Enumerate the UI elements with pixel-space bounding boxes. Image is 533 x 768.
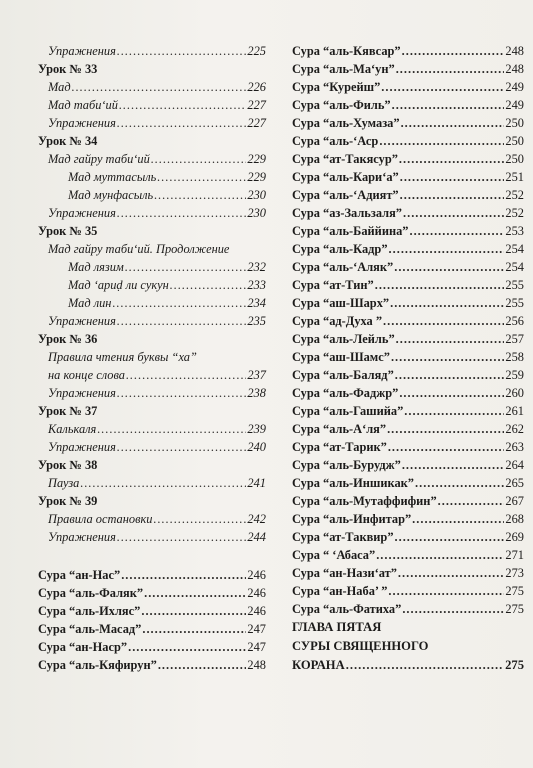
entry-title: Мад гайру таби‘ий [48,152,150,166]
dot-leader [125,258,247,276]
dot-leader [346,656,504,675]
entry-title: Урок № 34 [38,134,98,148]
entry-title: на конце слова [48,368,125,382]
entry-title: Упражнения [48,530,116,544]
entry-title: Упражнения [48,116,116,130]
entry-title: Сура “аль-Кяфирун” [38,658,157,672]
page-number: 230 [247,188,266,202]
sura-entry [292,312,524,330]
page-number: 254 [505,242,524,256]
sura-entry [292,186,524,204]
entry-title: Сура “ад-Духа ” [292,314,383,328]
page-number: 256 [505,314,524,328]
sura-entry [292,384,524,402]
lesson-heading [38,402,266,420]
page-number: 229 [247,152,266,166]
dot-leader [412,510,504,528]
page-number: 260 [505,386,524,400]
entry-title: Правила остановки [48,512,153,526]
page-number: 269 [505,530,524,544]
toc-entry [38,204,266,222]
entry-title: Сура “аль-Мутаффифин” [292,494,437,508]
sura-entry [38,566,266,584]
dot-leader [117,528,247,546]
entry-title: Сура “ан-Наср” [38,640,128,654]
dot-leader [400,168,505,186]
sura-entry [292,168,524,186]
page-number: 230 [247,206,266,220]
sura-entry [292,600,524,618]
toc-entry [38,384,266,402]
sura-entry [292,294,524,312]
toc-entry [38,474,266,492]
entry-title: Упражнения [48,206,116,220]
entry-title: Сура “аш-Шамс” [292,350,390,364]
page-number: 238 [247,386,266,400]
entry-title: Упражнения [48,44,116,58]
page-number: 273 [505,566,524,580]
page-number: 233 [247,278,266,292]
sura-entry [292,348,524,366]
entry-title: Урок № 39 [38,494,98,508]
page-number: 240 [247,440,266,454]
dot-leader [409,222,504,240]
entry-title: Калькаля [48,422,97,436]
sura-entry [38,602,266,620]
dot-leader [158,656,247,674]
sura-entry [292,240,524,258]
entry-title: Пауза [48,476,80,490]
entry-title: СУРЫ СВЯЩЕННОГО [292,639,429,653]
dot-leader [170,276,247,294]
entry-title: Упражнения [48,440,116,454]
dot-leader [391,348,504,366]
dot-leader [403,204,504,222]
entry-title: Сура “аль-Инфитар” [292,512,412,526]
dot-leader [388,582,504,600]
page-number: 246 [247,604,266,618]
dot-leader [395,528,505,546]
dot-leader [396,330,505,348]
dot-leader [121,566,246,584]
dot-leader [404,402,504,420]
entry-title: Сура “аль-Баляд” [292,368,394,382]
entry-title: Сура “аль-Кадр” [292,242,388,256]
entry-title: Сура “Курейш” [292,80,381,94]
lesson-heading [38,492,266,510]
entry-title: Урок № 38 [38,458,98,472]
sura-entry [292,132,524,150]
page-number: 239 [247,422,266,436]
toc-entry [38,276,266,294]
page-number: 251 [505,170,524,184]
entry-title: Сура “аль-Ма‘ун” [292,62,395,76]
page-number: 253 [505,224,524,238]
page-number: 241 [247,476,266,490]
page-number: 235 [247,314,266,328]
sura-entry [38,656,266,674]
entry-title: Сура “аль-Баййина” [292,224,409,238]
dot-leader [117,438,247,456]
entry-title: Мад лин [68,296,112,310]
toc-entry [38,186,266,204]
page-number: 263 [505,440,524,454]
chapter-heading [292,637,524,656]
lesson-heading [38,132,266,150]
section-gap [38,546,266,566]
sura-entry [38,584,266,602]
sura-entry [38,620,266,638]
toc-entry [38,348,266,366]
entry-title: Упражнения [48,386,116,400]
dot-leader [402,42,505,60]
page-number: 232 [247,260,266,274]
entry-title: Сура “аль-Фаляк” [38,586,144,600]
toc-entry [38,420,266,438]
sura-entry [292,258,524,276]
sura-entry [292,366,524,384]
sura-entry [292,204,524,222]
toc-column-right [292,42,524,675]
dot-leader [401,114,505,132]
sura-entry [292,402,524,420]
dot-leader [392,96,505,114]
entry-title: Сура “аль-Иншикак” [292,476,415,490]
sura-entry [292,42,524,60]
sura-entry [292,78,524,96]
entry-title: Сура “ан-Нази‘ат” [292,566,397,580]
page-number: 234 [247,296,266,310]
dot-leader [72,78,247,96]
toc-entry [38,42,266,60]
page-number: 255 [505,278,524,292]
page-number: 249 [505,80,524,94]
page-number: 247 [247,640,266,654]
dot-leader [97,420,246,438]
toc-entry [38,294,266,312]
page-number: 248 [505,44,524,58]
entry-title: Сура “ат-Такясур” [292,152,398,166]
dot-leader [415,474,504,492]
entry-title: Сура “ат-Тин” [292,278,374,292]
page-number: 268 [505,512,524,526]
toc-entry [38,168,266,186]
toc-entry [38,240,266,258]
entry-title: Урок № 33 [38,62,98,76]
entry-title: Сура “аль-Кявсар” [292,44,401,58]
entry-title: Мад муттасыль [68,170,157,184]
entry-title: КОРАНА [292,658,345,672]
page-number: 275 [505,602,524,616]
entry-title: Сура “аль-Филь” [292,98,391,112]
toc-entry [38,510,266,528]
sura-entry [292,564,524,582]
dot-leader [376,546,504,564]
chapter-heading [292,618,524,637]
toc-entry [38,366,266,384]
sura-entry [292,456,524,474]
entry-title: Сура “ат-Тарик” [292,440,387,454]
entry-title: Мад гайру таби‘ий. Продолжение [48,242,230,256]
entry-title: Сура “аль-А‘ля” [292,422,387,436]
page-number: 252 [505,206,524,220]
entry-title: Сура “ат-Таквир” [292,530,394,544]
toc-column-left [38,42,266,674]
dot-leader [388,438,505,456]
sura-entry [292,492,524,510]
page-number: 252 [505,188,524,202]
page-number: 255 [505,296,524,310]
entry-title: Мад мунфасыль [68,188,154,202]
toc-entry [38,150,266,168]
dot-leader [438,492,505,510]
page-number: 250 [505,152,524,166]
dot-leader [117,384,247,402]
dot-leader [126,366,246,384]
toc-entry [38,312,266,330]
dot-leader [402,600,504,618]
page-number: 275 [505,584,524,598]
sura-entry [292,114,524,132]
page-number: 275 [505,658,524,672]
dot-leader [117,42,247,60]
page-number: 265 [505,476,524,490]
entry-title: Сура “аль-Лейль” [292,332,395,346]
entry-title: Сура “аль-‘Аср [292,134,379,148]
dot-leader [119,96,246,114]
page-number: 246 [247,568,266,582]
dot-leader [398,564,504,582]
entry-title: Сура “аль-Ихляс” [38,604,141,618]
dot-leader [402,456,505,474]
sura-entry [292,222,524,240]
dot-leader [157,168,246,186]
page-number: 250 [505,116,524,130]
sura-entry [292,474,524,492]
page-number: 227 [247,116,266,130]
toc-entry [38,114,266,132]
dot-leader [390,294,504,312]
entry-title: Сура “ан-Наба’ ” [292,584,388,598]
sura-entry [292,96,524,114]
entry-title: Сура “аль-‘Адият” [292,188,399,202]
entry-title: ГЛАВА ПЯТАЯ [292,620,382,634]
entry-title: Сура “ ‘Абаса” [292,548,376,562]
chapter-heading [292,656,524,675]
entry-title: Сура “аз-Зальзаля” [292,206,402,220]
sura-entry [292,582,524,600]
dot-leader [389,240,505,258]
page-number: 264 [505,458,524,472]
entry-title: Сура “аль-Масад” [38,622,142,636]
sura-entry [292,438,524,456]
dot-leader [396,60,505,78]
dot-leader [117,204,247,222]
entry-title: Урок № 36 [38,332,98,346]
page-number: 227 [247,98,266,112]
page-number: 242 [247,512,266,526]
dot-leader [117,312,247,330]
page-number: 226 [247,80,266,94]
dot-leader [153,510,246,528]
sura-entry [292,276,524,294]
page-number: 246 [247,586,266,600]
dot-leader [141,602,246,620]
page-number: 254 [505,260,524,274]
dot-leader [112,294,246,312]
page-number: 229 [247,170,266,184]
sura-entry [292,546,524,564]
dot-leader [144,584,246,602]
page-number: 248 [247,658,266,672]
entry-title: Сура “аль-‘Аляк” [292,260,394,274]
entry-title: Упражнения [48,314,116,328]
dot-leader [379,132,504,150]
page-number: 244 [247,530,266,544]
dot-leader [383,312,504,330]
entry-title: Сура “аш-Шарх” [292,296,390,310]
lesson-heading [38,456,266,474]
sura-entry [292,528,524,546]
dot-leader [117,114,247,132]
dot-leader [80,474,246,492]
dot-leader [151,150,247,168]
sura-entry [292,150,524,168]
toc-entry [38,258,266,276]
dot-leader [142,620,246,638]
entry-title: Сура “аль-Кари‘а” [292,170,399,184]
dot-leader [399,384,504,402]
page-number: 248 [505,62,524,76]
dot-leader [399,150,504,168]
entry-title: Сура “аль-Фаджр” [292,386,399,400]
toc-entry [38,438,266,456]
dot-leader [375,276,505,294]
sura-entry [38,638,266,656]
entry-title: Урок № 37 [38,404,98,418]
dot-leader [154,186,246,204]
page-number: 267 [505,494,524,508]
page-number: 259 [505,368,524,382]
entry-title: Сура “ан-Нас” [38,568,121,582]
entry-title: Урок № 35 [38,224,98,238]
entry-title: Сура “аль-Хумаза” [292,116,400,130]
lesson-heading [38,60,266,78]
page-number: 261 [505,404,524,418]
entry-title: Сура “аль-Гашийа” [292,404,404,418]
toc-entry [38,78,266,96]
page-number: 250 [505,134,524,148]
entry-title: Мад таби‘ий [48,98,118,112]
sura-entry [292,330,524,348]
dot-leader [400,186,505,204]
page-number: 247 [247,622,266,636]
toc-entry [38,528,266,546]
sura-entry [292,510,524,528]
page-number: 249 [505,98,524,112]
dot-leader [395,366,505,384]
sura-entry [292,420,524,438]
toc-entry [38,96,266,114]
page-number: 225 [247,44,266,58]
entry-title: Сура “аль-Бурудж” [292,458,401,472]
dot-leader [381,78,504,96]
lesson-heading [38,222,266,240]
dot-leader [394,258,504,276]
page-number: 237 [247,368,266,382]
page-number: 262 [505,422,524,436]
page-number: 258 [505,350,524,364]
dot-leader [128,638,246,656]
entry-title: Мад ‘ариḍ ли сукун [68,278,169,292]
page-number: 271 [505,548,524,562]
lesson-heading [38,330,266,348]
entry-title: Сура “аль-Фатиха” [292,602,402,616]
entry-title: Правила чтения буквы “ха” [48,350,197,364]
entry-title: Мад [48,80,71,94]
page-number: 257 [505,332,524,346]
entry-title: Мад лязим [68,260,124,274]
dot-leader [387,420,504,438]
sura-entry [292,60,524,78]
